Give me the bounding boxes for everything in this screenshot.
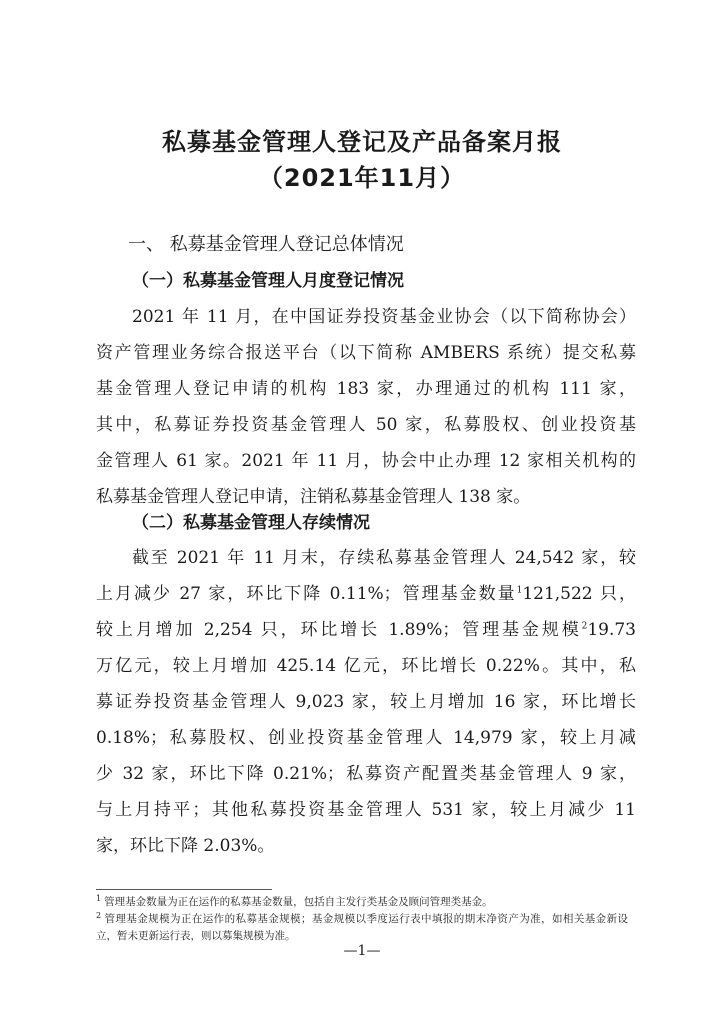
section-heading-1: 一、 私募基金管理人登记总体情况: [128, 234, 404, 255]
paragraph-monthly-registration: [96, 299, 636, 515]
report-title: 私募基金管理人登记及产品备案月报: [162, 128, 562, 156]
footnote-line: $^2$ 管理基金规模为正在运作的私募基金规模；基金规模以季度运行表中填报的期末净资产为准，如相关基金新设: [96, 910, 628, 925]
text-line: 万亿元，较上月增加 425.14 亿元，环比增长 0.22%。其中，私: [96, 656, 636, 676]
paragraph-existing-managers: [96, 540, 636, 864]
text-line: 少 32 家，环比下降 0.21%；私募资产配置类基金管理人 9 家，: [96, 764, 636, 784]
text-line: 其中，私募证券投资基金管理人 50 家，私募股权、创业投资基: [96, 415, 636, 435]
footnote-line: 立，暂未更新运行表，则以募集规模为准。: [96, 930, 296, 942]
text-line: 私募基金管理人登记申请，注销私募基金管理人 138 家。: [96, 487, 531, 507]
text-line: 2021 年 11 月，在中国证券投资基金业协会（以下简称协会）: [132, 307, 636, 327]
text-line: 与上月持平；其他私募投资基金管理人 531 家，较上月减少 11: [96, 800, 636, 820]
text-line: 0.18%；私募股权、创业投资基金管理人 14,979 家，较上月减: [96, 728, 636, 748]
footnote-divider: [96, 889, 272, 890]
subsection-heading-monthly-registration: （一）私募基金管理人月度登记情况: [132, 271, 404, 291]
text-line: 上月减少 27 家，环比下降 0.11%；管理基金数量$^1$121,522 只，: [96, 584, 636, 604]
page-number: —1—: [343, 943, 381, 959]
text-line: 较上月增加 2,254 只，环比增长 1.89%；管理基金规模$^2$19.73: [96, 620, 636, 640]
report-period: （2021年11月）: [258, 164, 466, 192]
footnote-number: 2: [96, 910, 102, 920]
footnote-ref-1[interactable]: 1: [516, 585, 523, 596]
text-line: 基金管理人登记申请的机构 183 家，办理通过的机构 111 家，: [96, 379, 636, 399]
text-line: 募证券投资基金管理人 9,023 家，较上月增加 16 家，环比增长: [96, 692, 636, 712]
text-line: 截至 2021 年 11 月末，存续私募基金管理人 24,542 家，较: [132, 548, 636, 568]
subsection-heading-existing-managers: （二）私募基金管理人存续情况: [132, 513, 370, 533]
footnote-1: [96, 894, 628, 911]
footnote-2: [96, 911, 628, 945]
text-line: 家，环比下降 2.03%。: [96, 836, 275, 856]
footnote-number: 1: [96, 893, 102, 903]
text-line: 资产管理业务综合报送平台（以下简称 AMBERS 系统）提交私募: [96, 343, 636, 363]
footnote-text: 管理基金数量为正在运作的私募基金数量，包括自主发行类基金及顾问管理类基金。: [104, 896, 493, 908]
text-line: 金管理人 61 家。2021 年 11 月，协会中止办理 12 家相关机构的: [96, 451, 636, 471]
footnote-ref-2[interactable]: 2: [581, 621, 588, 632]
